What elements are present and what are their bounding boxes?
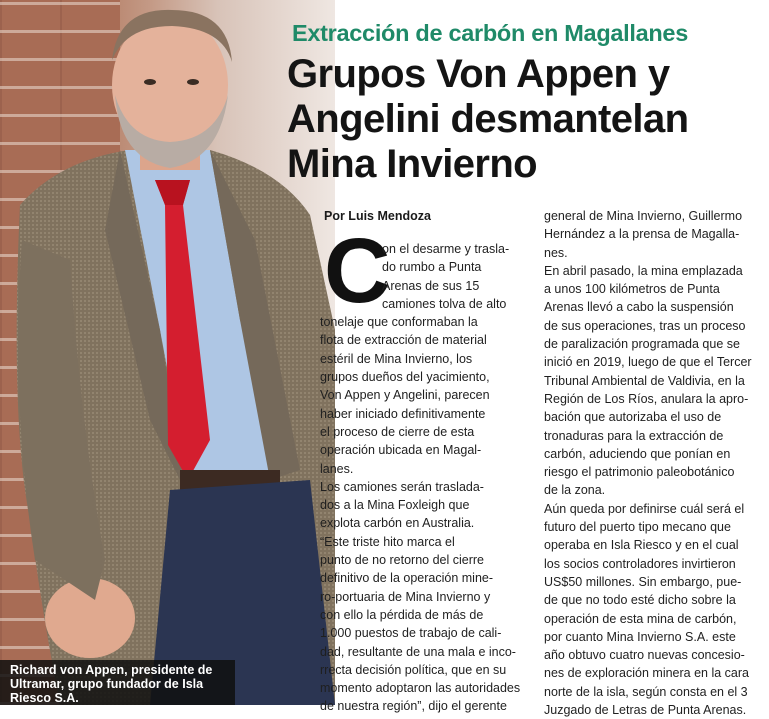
headline-line: Grupos Von Appen y — [287, 52, 670, 96]
article-line: de paralización programada que se — [544, 337, 740, 352]
article-column-2 — [544, 207, 759, 719]
article-line: grupos dueños del yacimiento, — [320, 370, 490, 385]
article-line: 1.000 puestos de trabajo de cali- — [320, 626, 502, 641]
caption-line: Riesco S.A. — [10, 691, 79, 705]
article-line: haber iniciado definitivamente — [320, 406, 486, 421]
article-line: de que no todo esté dicho sobre la — [544, 593, 736, 608]
article-line: definitivo de la operación mine- — [320, 571, 494, 586]
article-line: futuro del puerto tipo mecano que — [544, 520, 731, 535]
article-line: Arenas llevó a cabo la suspensión — [544, 300, 734, 315]
article-line: con ello la pérdida de más de — [320, 607, 484, 622]
article-line: dad, resultante de una mala e inco- — [320, 644, 516, 659]
article-line: operación de esta mina de carbón, — [544, 611, 737, 626]
article-line: de la zona. — [544, 483, 606, 498]
article-line: norte de la isla, según consta en el 3 — [544, 684, 748, 699]
article-line: momento adoptaron las autoridades — [320, 681, 521, 696]
article-line: camiones tolva de alto — [382, 296, 507, 311]
article-line: inició en 2019, luego de que el Tercer — [544, 355, 752, 370]
article-line: bación que autorizaba el uso de — [544, 410, 722, 425]
article-line: tonelaje que conformaban la — [320, 315, 478, 330]
article-line: por cuanto Mina Invierno S.A. este — [544, 629, 736, 644]
article-line: Von Appen y Angelini, parecen — [320, 388, 490, 403]
article-line: flota de extracción de material — [320, 333, 487, 348]
article-line: general de Mina Invierno, Guillermo — [544, 209, 743, 223]
caption-line: Richard von Appen, presidente de — [10, 663, 213, 677]
article-line: Tribunal Ambiental de Valdivia, en la — [544, 373, 745, 388]
article-line: operaba en Isla Riesco y en el cual — [544, 538, 739, 553]
article-line: rrecta decisión política, que en su — [320, 662, 507, 677]
article-line: explota carbón en Australia. — [320, 516, 475, 531]
article-line: Juzgado de Letras de Punta Arenas. — [544, 703, 747, 718]
article-line: año obtuvo cuatro nuevas concesio- — [544, 648, 745, 663]
article-line: Los camiones serán traslada- — [320, 479, 484, 494]
article-line: de sus operaciones, tras un proceso — [544, 318, 746, 333]
article-line: nes de exploración minera en la cara — [544, 666, 749, 681]
article-line: “Este triste hito marca el — [320, 534, 455, 549]
article-line: a unos 100 kilómetros de Punta — [544, 282, 720, 297]
kicker: Extracción de carbón en Magallanes — [292, 20, 688, 46]
caption-line: Ultramar, grupo fundador de Isla — [10, 677, 204, 691]
headline-line: Mina Invierno — [287, 142, 538, 186]
article-line: punto de no retorno del cierre — [320, 553, 484, 568]
article-line: Región de Los Ríos, anulara la apro- — [544, 391, 749, 406]
portrait-photo — [0, 0, 335, 705]
article-line: tronaduras para la extracción de — [544, 428, 724, 443]
photo-caption — [0, 660, 235, 705]
article-line: estéril de Mina Invierno, los — [320, 351, 473, 366]
article-line: on el desarme y trasla- — [382, 242, 510, 256]
article-line: Aún queda por definirse cuál será el — [544, 501, 745, 516]
article-column-1 — [320, 240, 532, 716]
article-line: dos a la Mina Foxleigh que — [320, 498, 470, 513]
article-line: ro-portuaria de Mina Invierno y — [320, 589, 491, 604]
headline — [287, 52, 757, 187]
article-line: Hernández a la prensa de Magalla- — [544, 227, 740, 242]
article-line: lanes. — [320, 461, 354, 476]
article-line: el proceso de cierre de esta — [320, 424, 475, 439]
article-line: En abril pasado, la mina emplazada — [544, 263, 743, 278]
article-line: riesgo el patrimonio paleobotánico — [544, 465, 735, 480]
article-line: do rumbo a Punta — [382, 260, 482, 275]
byline: Por Luis Mendoza — [324, 209, 431, 223]
article-line: US$50 millones. Sin embargo, pue- — [544, 574, 742, 589]
portrait-illustration — [0, 0, 335, 705]
article-line: de nuestra región”, dijo el gerente — [320, 699, 507, 714]
article-line: carbón, aduciendo que ponían en — [544, 446, 731, 461]
headline-line: Angelini desmantelan — [287, 97, 689, 141]
drop-cap: C — [324, 220, 391, 322]
article-line: Arenas de sus 15 — [382, 278, 480, 293]
article-line: operación ubicada en Magal- — [320, 443, 482, 458]
article-line: los socios controladores invirtieron — [544, 556, 736, 571]
article-line: nes. — [544, 245, 568, 260]
